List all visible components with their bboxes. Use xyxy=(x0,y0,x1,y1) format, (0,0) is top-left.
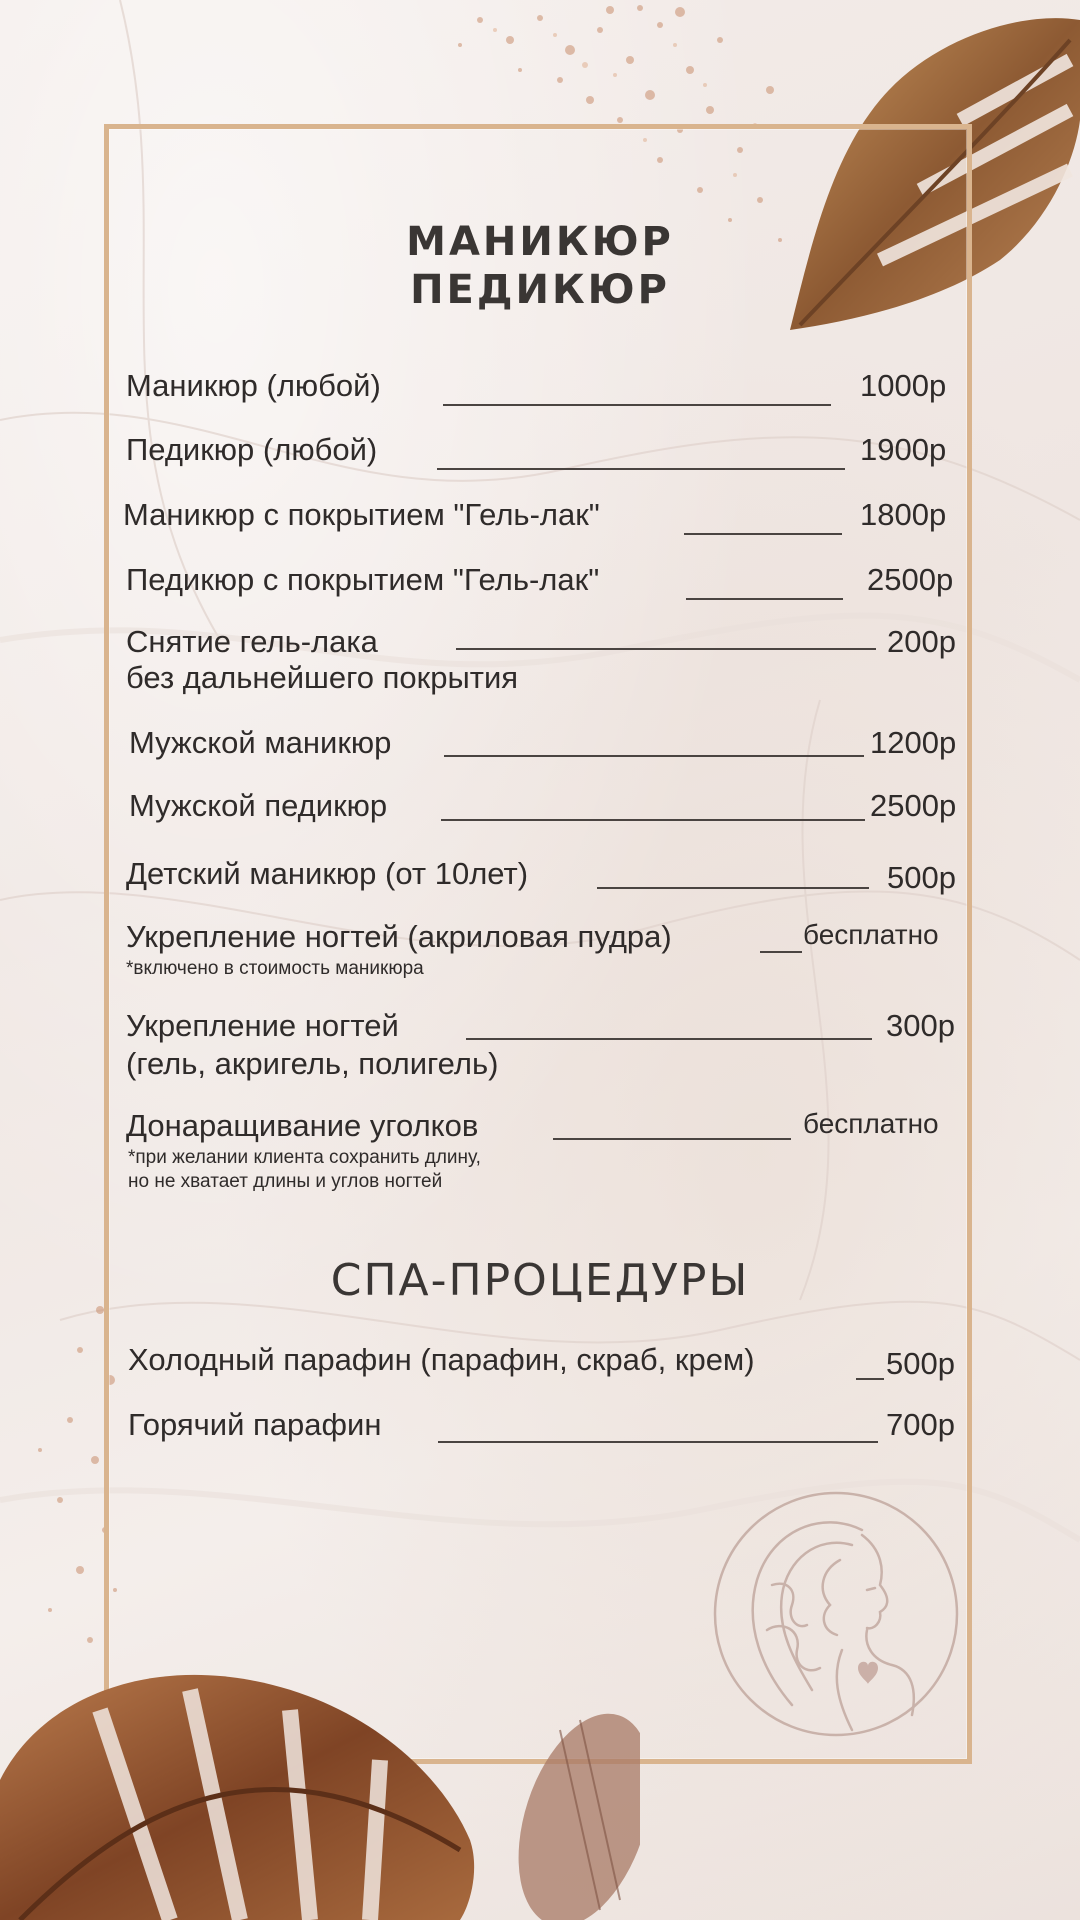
service-note: *включено в стоимость маникюра xyxy=(126,958,424,979)
service-price: 1200р xyxy=(870,725,957,760)
section-title-spa: СПА-ПРОЦЕДУРЫ xyxy=(330,1255,750,1306)
list-item xyxy=(0,856,1080,916)
leader-line xyxy=(597,887,869,889)
leader-line xyxy=(684,533,842,535)
service-label: Педикюр с покрытием "Гель-лак" xyxy=(126,562,600,597)
list-item xyxy=(0,497,1080,557)
service-price: 200р xyxy=(887,624,956,659)
leader-line xyxy=(856,1378,884,1380)
service-price: 700р xyxy=(886,1407,955,1442)
service-price: бесплатно xyxy=(803,1108,939,1139)
service-label: Мужской педикюр xyxy=(129,788,388,823)
list-item xyxy=(0,432,1080,492)
list-item xyxy=(0,1108,1080,1198)
leader-line xyxy=(456,648,876,650)
leader-line xyxy=(760,951,802,953)
leader-line xyxy=(443,404,831,406)
page-title-pedicure: ПЕДИКЮР xyxy=(410,267,670,313)
service-label: Маникюр (любой) xyxy=(126,368,381,403)
list-item xyxy=(0,624,1080,704)
service-price: 500р xyxy=(887,860,956,895)
service-sublabel: (гель, акригель, полигель) xyxy=(126,1046,499,1081)
page-title-manicure: МАНИКЮР xyxy=(406,219,674,265)
leader-line xyxy=(553,1138,791,1140)
service-price: бесплатно xyxy=(803,919,939,950)
list-item xyxy=(0,1342,1080,1402)
service-sublabel: без дальнейшего покрытия xyxy=(126,660,519,695)
service-label: Горячий парафин xyxy=(128,1407,382,1442)
leader-line xyxy=(438,1441,878,1443)
service-price: 500р xyxy=(886,1346,955,1381)
service-note: но не хватает длины и углов ногтей xyxy=(128,1171,443,1192)
service-price: 2500р xyxy=(867,562,954,597)
service-label: Педикюр (любой) xyxy=(126,432,378,467)
service-label: Донаращивание уголков xyxy=(126,1108,479,1143)
service-price: 2500р xyxy=(870,788,957,823)
service-label: Холодный парафин (парафин, скраб, крем) xyxy=(128,1342,755,1377)
list-item xyxy=(0,725,1080,785)
leader-line xyxy=(441,819,865,821)
list-item xyxy=(0,1008,1080,1088)
service-price: 1000р xyxy=(860,368,947,403)
leader-line xyxy=(686,598,843,600)
list-item xyxy=(0,562,1080,622)
service-price: 300р xyxy=(886,1008,955,1043)
list-item xyxy=(0,1407,1080,1467)
service-label: Маникюр с покрытием "Гель-лак" xyxy=(123,497,600,532)
service-label: Укрепление ногтей xyxy=(126,1008,399,1043)
leader-line xyxy=(466,1038,872,1040)
service-label: Укрепление ногтей (акриловая пудра) xyxy=(126,919,672,954)
service-label: Детский маникюр (от 10лет) xyxy=(126,856,529,891)
list-item xyxy=(0,788,1080,848)
service-note: *при желании клиента сохранить длину, xyxy=(128,1147,481,1168)
service-label: Снятие гель-лака xyxy=(126,624,378,659)
service-price: 1800р xyxy=(860,497,947,532)
list-item xyxy=(0,368,1080,428)
leader-line xyxy=(444,755,864,757)
leader-line xyxy=(437,468,845,470)
service-label: Мужской маникюр xyxy=(129,725,392,760)
list-item xyxy=(0,919,1080,983)
service-price: 1900р xyxy=(860,432,947,467)
